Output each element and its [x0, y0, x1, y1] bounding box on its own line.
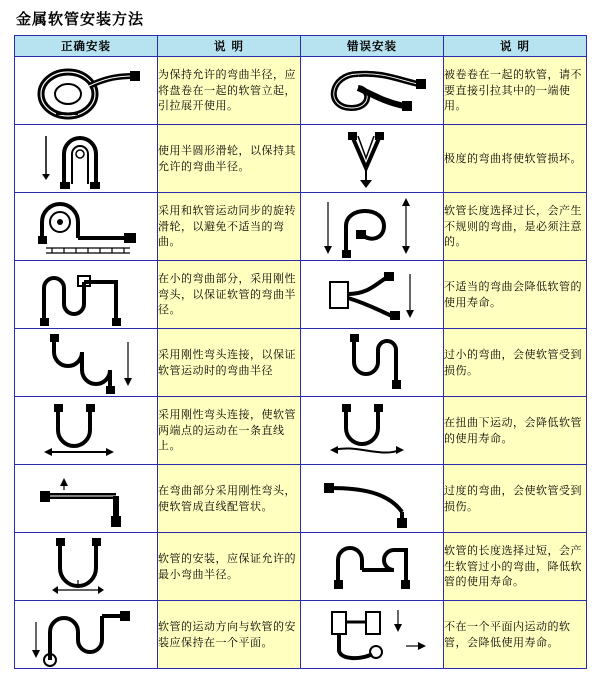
figure-u-bend-both-ends-in-line [15, 397, 158, 465]
table-row [15, 533, 587, 601]
text-wrong-4: 不适当的弯曲会降低软管的使用寿命。 [444, 261, 587, 329]
figure-too-long-hose-small-bend [301, 533, 444, 601]
table-row [15, 261, 587, 329]
hose-installation-table [14, 35, 587, 669]
text-wrong-1: 被卷卷在一起的软管，请不要直接引拉其中的一端使用。 [444, 57, 587, 125]
text-correct-9: 软管的运动方向与软管的安装应保持在一个平面。 [158, 601, 301, 669]
table-row [15, 601, 587, 669]
text-correct-4: 在小的弯曲部分，采用刚性弯头，以保证软管的弯曲半径。 [158, 261, 301, 329]
text-correct-2: 使用半圆形滑轮，以保持其允许的弯曲半径。 [158, 125, 301, 193]
figure-rotating-sheave-with-chain [15, 193, 158, 261]
table-row [15, 193, 587, 261]
text-wrong-2: 极度的弯曲将使软管损坏。 [444, 125, 587, 193]
table-header-row [15, 36, 587, 57]
text-wrong-5: 过小的弯曲，会使软管受到损伤。 [444, 329, 587, 397]
header-wrong-install: 错误安装 [301, 36, 444, 57]
figure-coiled-hose-pulled-from-coil [301, 57, 444, 125]
text-correct-8: 软管的安装，应保证允许的最小弯曲半径。 [158, 533, 301, 601]
figure-excessive-bend-straight-run [301, 465, 444, 533]
text-wrong-6: 在扭曲下运动，会降低软管的使用寿命。 [444, 397, 587, 465]
table-row [15, 57, 587, 125]
figure-u-bend-with-torsion [301, 397, 444, 465]
text-correct-3: 采用和软管运动同步的旋转滑轮，以避免不适当的弯曲。 [158, 193, 301, 261]
text-wrong-7: 过度的弯曲，会使软管受到损伤。 [444, 465, 587, 533]
figure-coiled-hose-standing-upright [15, 57, 158, 125]
header-description-wrong: 说 明 [444, 36, 587, 57]
table-row [15, 465, 587, 533]
figure-rigid-elbow-u-loop-connection [15, 329, 158, 397]
figure-sharp-v-bend-hose [301, 125, 444, 193]
text-wrong-9: 不在一个平面内运动的软管，会降低使用寿命。 [444, 601, 587, 669]
figure-semicircular-sheave-pulley [15, 125, 158, 193]
text-correct-1: 为保持允许的弯曲半径，应将盘卷在一起的软管立起，引拉展开使用。 [158, 57, 301, 125]
text-wrong-3: 软管长度选择过长，会产生不规则的弯曲，是必须注意的。 [444, 193, 587, 261]
text-correct-6: 采用刚性弯头连接，使软管两端点的运动在一条直线上。 [158, 397, 301, 465]
table-row [15, 397, 587, 465]
figure-motion-out-of-plane [301, 601, 444, 669]
text-correct-7: 在弯曲部分采用刚性弯头，使软管成直线配管状。 [158, 465, 301, 533]
figure-improper-tight-bend-at-fitting [301, 261, 444, 329]
figure-rigid-elbow-straight-piping [15, 465, 158, 533]
table-row [15, 329, 587, 397]
page-title: 金属软管安装方法 [16, 10, 145, 28]
text-wrong-8: 软管的长度选择过短，会产生软管过小的弯曲，降低软管的使用寿命。 [444, 533, 587, 601]
table-row [15, 125, 587, 193]
header-correct-install: 正确安装 [15, 36, 158, 57]
text-correct-5: 采用刚性弯头连接，以保证软管运动时的弯曲半径 [158, 329, 301, 397]
figure-too-small-bend-radius-loop [301, 329, 444, 397]
figure-rigid-elbow-at-small-bend [15, 261, 158, 329]
header-description-correct: 说 明 [158, 36, 301, 57]
figure-over-long-hose-irregular-bend [301, 193, 444, 261]
figure-motion-direction-in-same-plane [15, 601, 158, 669]
figure-minimum-bend-radius-installation [15, 533, 158, 601]
